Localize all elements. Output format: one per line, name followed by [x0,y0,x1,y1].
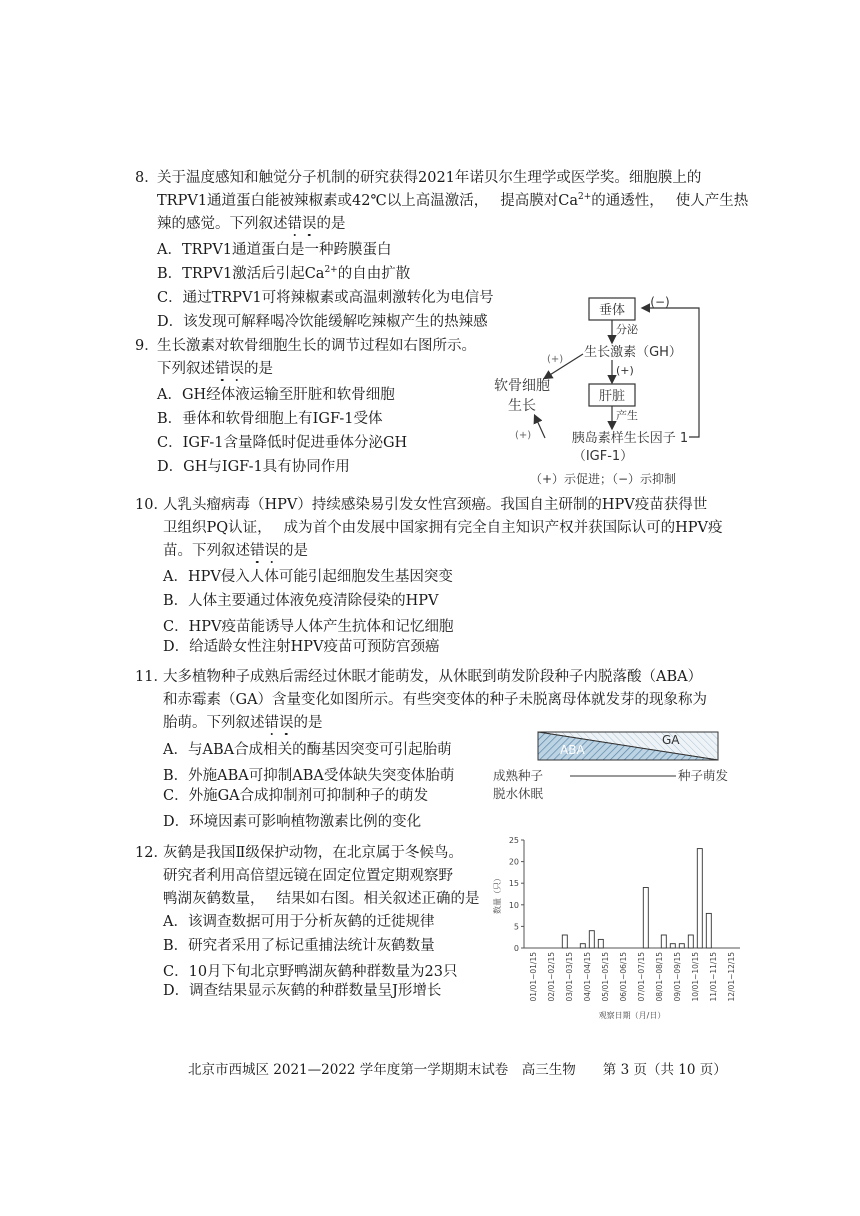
q8-line2-c: 的通透性， [591,193,664,209]
bar [679,944,684,948]
bars [562,849,711,948]
q12-line3-a: 鸭湖灰鹤数量， [163,891,265,907]
y-tick-label: 15 [508,879,519,889]
x-tick-label: 12/01~12/15 [727,952,736,1002]
x-axis-title: 观察日期（月/日） [598,1011,666,1020]
q12-stem-line3 [163,889,480,909]
gh-regulation-diagram [485,290,730,490]
q10-option-d: D．给适龄女性注射HPV疫苗可预防宫颈癌 [163,639,440,655]
q12-option-d: D．调查结果显示灰鹤的种群数量呈J形增长 [163,983,442,999]
q8-line2-d: 使人产生热 [675,193,749,209]
q11-stem-line1: 大多植物种子成熟后需经过休眠才能萌发，从休眠到萌发阶段种子内脱落酸（ABA） [163,669,703,685]
x-axis-labels [529,952,736,1002]
liver-label: 肝脏 [598,389,626,404]
q9-stem-line2 [157,359,273,379]
q10-option-c: C．HPV疫苗能诱导人体产生抗体和记忆细胞 [163,619,454,635]
x-tick-label: 02/01~02/15 [547,952,556,1002]
q8-option-b [157,264,410,284]
cartilage-label-2: 生长 [508,398,536,414]
y-axis-title: 数量（只） [493,874,502,914]
q8-line3-a: 辣的感觉。下列叙述 [157,216,288,232]
q8-option-c: C．通过TRPV1可将辣椒素或高温刺激转化为电信号 [157,290,494,306]
q12-option-c: C．10月下旬北京野鸭湖灰鹤种群数量为23只 [163,964,458,980]
bar [688,935,693,948]
q8-option-d: D．该发现可解释喝冷饮能缓解吃辣椒产生的热辣感 [157,314,488,330]
y-axis [509,836,740,953]
q11-line3-b: 的是 [293,715,323,731]
y-tick-label: 25 [508,836,519,845]
figure-left-label-2: 脱水休眠 [493,786,544,801]
y-tick-label: 0 [513,944,519,953]
q10-option-b: B．人体主要通过体液免疫清除侵染的HPV [163,593,439,609]
q11-option-b: B．外施ABA可抑制ABA受体缺失突变体胎萌 [163,768,455,784]
q12-number: 12． [135,845,168,861]
bar [580,944,585,948]
x-tick-label: 04/01~04/15 [583,952,592,1002]
q10-option-a: A．HPV侵入人体可能引起细胞发生基因突变 [163,569,453,585]
q12-line3-b: 结果如右图。相关叙述正确的是 [276,891,480,907]
q9-stem-line1: 生长激素对软骨细胞生长的调节过程如右图所示。 [157,338,476,354]
q9-line2-a: 下列叙述 [157,361,215,377]
q9-option-b: B．垂体和软骨细胞上有IGF-1受体 [157,411,383,427]
bar [706,913,711,948]
promote-mark-2: (+) [515,430,532,441]
q11-emph-2: 误 [279,715,294,731]
q8-line2-a: TRPV1通道蛋白能被辣椒素或42℃以上高温激活， [157,193,489,209]
secrete-label: 分泌 [616,323,638,336]
x-tick-label: 08/01~08/15 [655,952,664,1002]
bar [598,939,603,948]
q10-line3-a: 苗。下列叙述 [163,543,250,559]
q12-option-b: B．研究者采用了标记重捕法统计灰鹤数量 [163,938,435,954]
q8-option-b-a: B．TRPV1激活后引起Ca [157,266,325,282]
q10-line2-a: 卫组织PQ认证， [163,520,272,536]
q8-stem-line2 [157,191,748,211]
q10-emph-2: 误 [264,543,279,559]
ga-label: GA [662,733,680,747]
q10-stem-line3 [163,541,308,561]
bar [589,931,594,948]
x-tick-label: 10/01~10/15 [691,952,700,1002]
q11-emph-1: 错 [264,715,279,731]
q11-number: 11． [135,669,168,685]
bar [562,935,567,948]
q9-option-d: D．GH与IGF-1具有协同作用 [157,459,350,475]
bar [697,849,702,948]
x-tick-label: 11/01~11/15 [709,952,718,1002]
x-tick-label: 07/01~07/15 [637,952,646,1002]
q8-stem-line3 [157,214,346,234]
q8-option-b-b: 的自由扩散 [337,266,411,282]
produce-label: 产生 [616,409,638,422]
x-tick-label: 01/01~01/15 [529,952,538,1002]
cartilage-label-1: 软骨细胞 [494,378,550,394]
q8-emph-2: 误 [302,216,317,232]
q10-stem-line2 [163,518,723,538]
q11-option-d: D．环境因素可影响植物激素比例的变化 [163,814,422,830]
arrow-igf-cartilage [535,416,545,438]
x-tick-label: 03/01~03/15 [565,952,574,1002]
promote-mark-1: (+) [547,354,564,365]
q8-stem-line1: 关于温度感知和触觉分子机制的研究获得2021年诺贝尔生理学或医学奖。细胞膜上的 [157,170,702,186]
q10-line3-b: 的是 [279,543,308,559]
figure-right-label: 种子萌发 [678,768,729,783]
crane-count-chart [490,828,742,1024]
q8-option-b-sup: 2+ [324,265,338,276]
x-tick-label: 09/01~09/15 [673,952,682,1002]
x-tick-label: 05/01~05/15 [601,952,610,1002]
pituitary-label: 垂体 [598,303,626,318]
q11-line3-a: 胎萌。下列叙述 [163,715,265,731]
q8-line2-sup: 2+ [577,192,592,203]
x-tick-label: 06/01~06/15 [619,952,628,1002]
q11-stem-line2: 和赤霉素（GA）含量变化如图所示。有些突变体的种子未脱离母体就发芽的现象称为 [163,692,708,708]
gh-liver-plus: (+) [616,364,634,377]
q9-line2-b: 的是 [244,361,273,377]
gh-label: 生长激素（GH） [584,345,682,360]
q9-emph-1: 错 [215,361,230,377]
q10-emph-1: 错 [250,543,265,559]
q11-stem-line3 [163,713,323,733]
y-tick-label: 20 [508,857,519,867]
feedback-arrow [643,308,699,437]
q8-option-a: A．TRPV1通道蛋白是一种跨膜蛋白 [157,242,392,258]
q8-emph-1: 错 [287,216,302,232]
q11-option-c: C．外施GA合成抑制剂可抑制种子的萌发 [163,788,429,804]
bar [661,935,666,948]
y-tick-label: 5 [513,922,519,932]
q9-number: 9． [135,338,159,354]
q8-number: 8． [135,170,159,186]
q10-line2-b: 成为首个由发展中国家拥有完全自主知识产权并获国际认可的HPV疫 [283,520,723,536]
q9-option-a: A．GH经体液运输至肝脏和软骨细胞 [157,387,395,403]
igf-label: 胰岛素样生长因子 1 [571,431,689,446]
aba-ga-figure [490,724,740,804]
bar [670,944,675,948]
q8-line2-b: 提高膜对Ca [500,193,578,209]
q10-number: 10． [135,497,168,513]
bar [643,888,648,949]
igf-abbr-label: （IGF-1） [572,449,634,464]
aba-label: ABA [560,743,585,757]
figure-left-label-1: 成熟种子 [493,768,544,783]
page-footer: 北京市西城区 2021—2022 学年度第一学期期末试卷 高三生物 第 3 页（共 10 页） [188,1062,727,1078]
q12-option-a: A．该调查数据可用于分析灰鹤的迁徙规律 [163,914,435,930]
inhibit-label: (−) [650,295,670,309]
q11-option-a: A．与ABA合成相关的酶基因突变可引起胎萌 [163,742,452,758]
q9-emph-2: 误 [229,361,244,377]
q9-option-c: C．IGF-1含量降低时促进垂体分泌GH [157,435,408,451]
q12-stem-line2: 研究者利用高倍望远镜在固定位置定期观察野 [163,868,453,884]
q10-stem-line1: 人乳头瘤病毒（HPV）持续感染易引发女性宫颈癌。我国自主研制的HPV疫苗获得世 [163,497,708,513]
q12-stem-line1: 灰鹤是我国Ⅱ级保护动物，在北京属于冬候鸟。 [163,845,463,861]
q8-line3-b: 的是 [316,216,346,232]
diagram-legend: （+）示促进；（−）示抑制 [529,472,677,486]
y-tick-label: 10 [508,900,519,910]
